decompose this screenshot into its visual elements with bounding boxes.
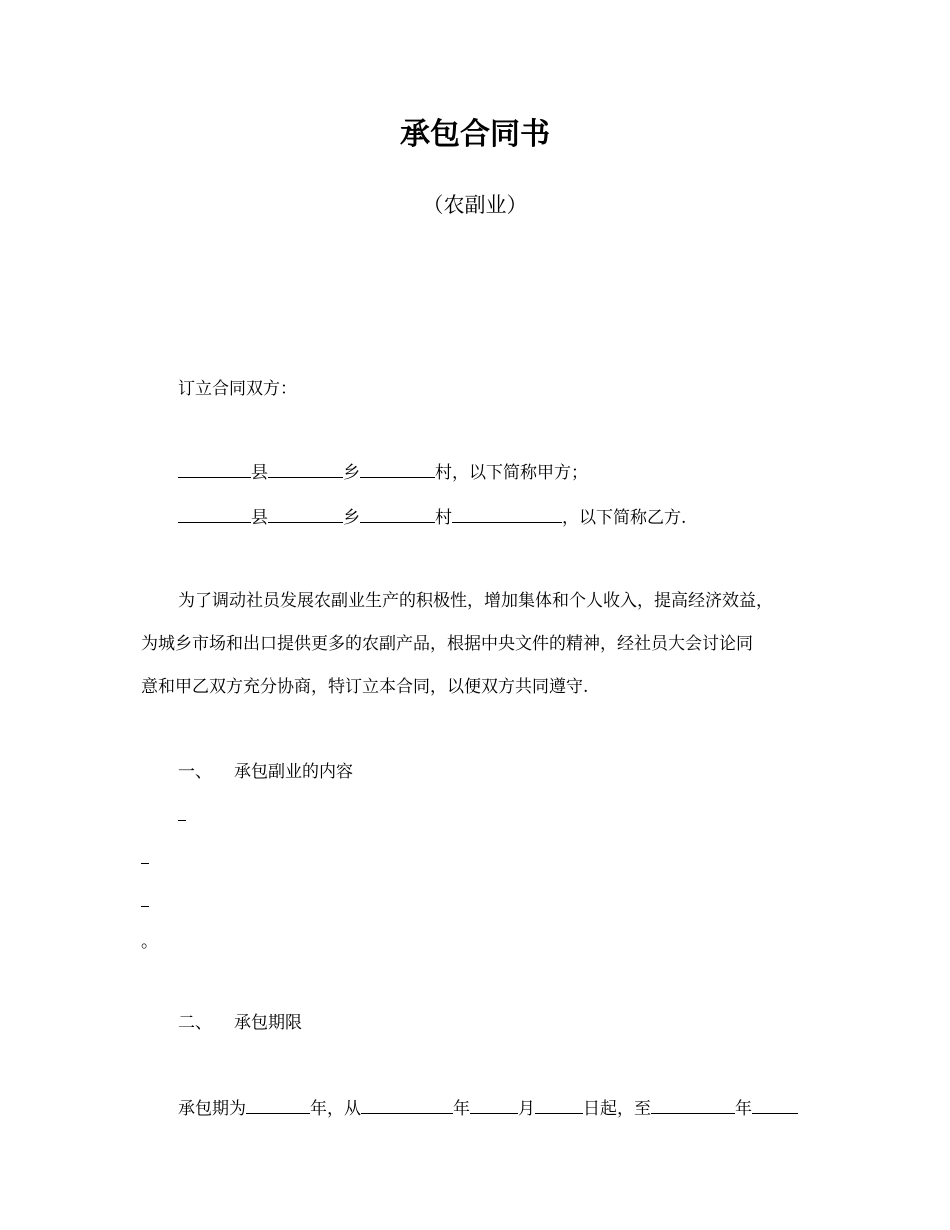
section-number: 一、 bbox=[178, 762, 212, 782]
month-label: 月 bbox=[518, 1099, 535, 1119]
years-blank[interactable] bbox=[246, 1096, 310, 1114]
party-a-line bbox=[178, 460, 588, 485]
content-blank-line[interactable] bbox=[141, 889, 149, 914]
content-blank-line[interactable] bbox=[178, 803, 186, 828]
section-2-heading bbox=[178, 1011, 302, 1035]
preamble-line: 为城乡市场和出口提供更多的农副产品，根据中央文件的精神，经社员大会讨论同 bbox=[141, 634, 753, 654]
document-title: 承包合同书 bbox=[400, 117, 550, 152]
township-label: 乡 bbox=[343, 463, 360, 483]
content-blank[interactable] bbox=[141, 846, 149, 864]
township-blank[interactable] bbox=[268, 505, 343, 523]
township-blank[interactable] bbox=[268, 460, 343, 478]
start-year-blank[interactable] bbox=[361, 1096, 453, 1114]
content-end-mark: 。 bbox=[141, 932, 158, 952]
section-title: 承包副业的内容 bbox=[234, 762, 353, 782]
term-prefix: 承包期为 bbox=[178, 1099, 246, 1119]
party-b-suffix: ，以下简称乙方. bbox=[562, 508, 687, 528]
end-month-blank[interactable] bbox=[752, 1096, 798, 1114]
year-label: 年 bbox=[735, 1099, 752, 1119]
content-blank[interactable] bbox=[178, 803, 186, 821]
start-day-blank[interactable] bbox=[535, 1096, 583, 1114]
village-label: 村 bbox=[435, 463, 452, 483]
content-blank-line[interactable] bbox=[141, 846, 149, 871]
county-blank[interactable] bbox=[178, 505, 251, 523]
section-title: 承包期限 bbox=[234, 1013, 302, 1033]
county-blank[interactable] bbox=[178, 460, 251, 478]
county-label: 县 bbox=[251, 463, 268, 483]
preamble-line: 为了调动社员发展农副业生产的积极性，增加集体和个人收入，提高经济效益， bbox=[178, 591, 773, 611]
section-1-heading bbox=[178, 760, 353, 784]
document-subtitle: （农副业） bbox=[422, 193, 528, 217]
section-number: 二、 bbox=[178, 1013, 212, 1033]
party-a-suffix: ，以下简称甲方； bbox=[452, 463, 588, 483]
end-year-blank[interactable] bbox=[651, 1096, 735, 1114]
term-line bbox=[178, 1096, 798, 1121]
years-label: 年，从 bbox=[310, 1099, 361, 1119]
county-label: 县 bbox=[251, 508, 268, 528]
party-b-line bbox=[178, 505, 686, 530]
start-month-blank[interactable] bbox=[470, 1096, 518, 1114]
village-blank[interactable] bbox=[360, 505, 435, 523]
village-label: 村 bbox=[435, 508, 452, 528]
year-label: 年 bbox=[453, 1099, 470, 1119]
name-blank[interactable] bbox=[452, 505, 562, 523]
content-blank[interactable] bbox=[141, 889, 149, 907]
preamble-line: 意和甲乙双方充分协商，特订立本合同，以便双方共同遵守. bbox=[141, 677, 589, 697]
day-label: 日起，至 bbox=[583, 1099, 651, 1119]
parties-heading: 订立合同双方： bbox=[178, 379, 297, 399]
township-label: 乡 bbox=[343, 508, 360, 528]
village-blank[interactable] bbox=[360, 460, 435, 478]
